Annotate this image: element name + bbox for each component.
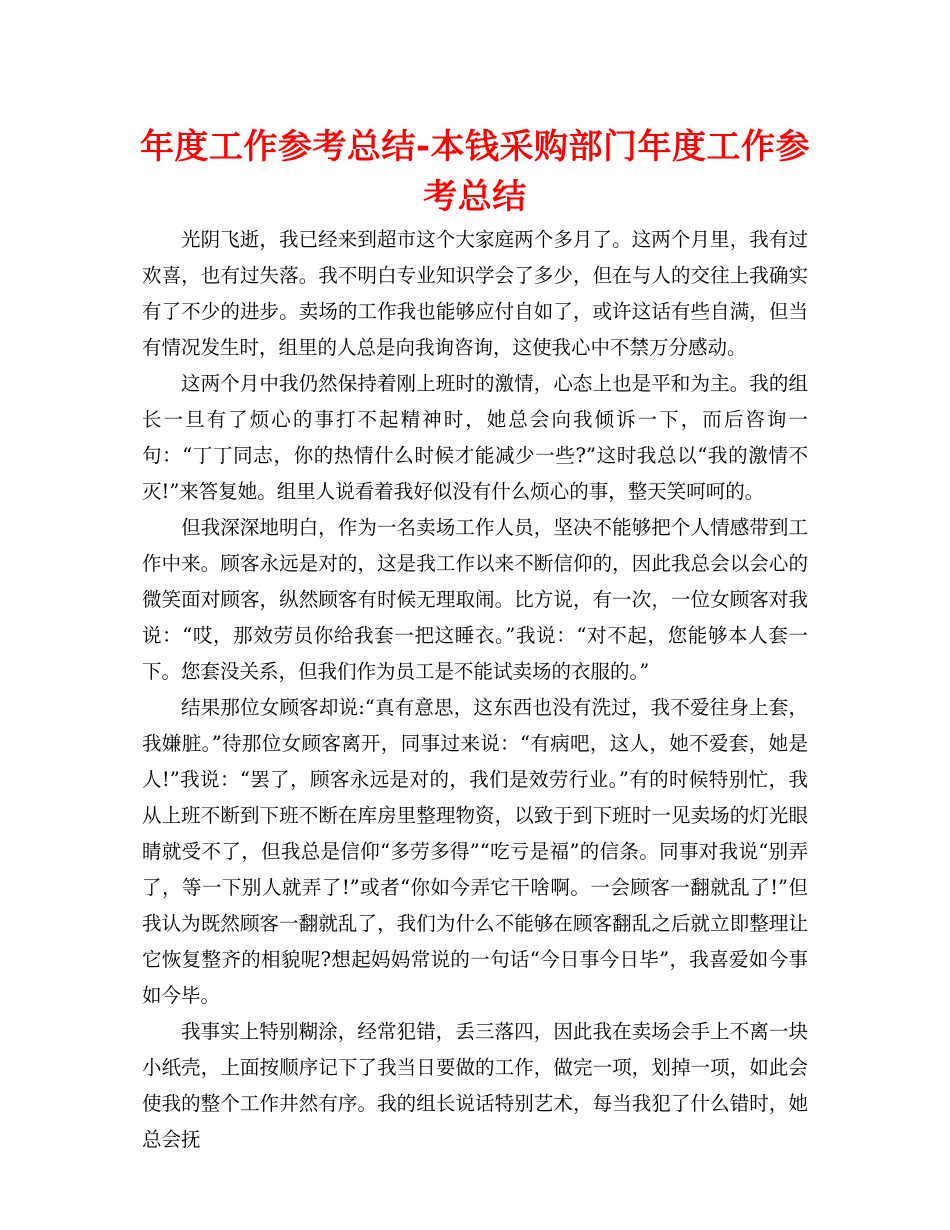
body-paragraph: 但我深深地明白，作为一名卖场工作人员，坚决不能够把个人情感带到工作中来。顾客永远是对的，这是我工作以来不断信仰的，因此我总会以会心的微笑面对顾客，纵然顾客有时候无理取闹。比方说，有一次，一位女顾客对我说：“哎，那效劳员你给我套一把这睡衣。”我说：“对不起，您能够本人套一下。您套没关系，但我们作为员工是不能试卖场的衣服的。” (142, 516, 808, 683)
body-paragraph: 光阴飞逝，我已经来到超市这个大家庭两个多月了。这两个月里，我有过欢喜，也有过失落。我不明白专业知识学会了多少，但在与人的交往上我确实有了不少的进步。卖场的工作我也能够应付自如了，或许这话有些自满，但当有情况发生时，组里的人总是向我询咨询，这使我心中不禁万分感动。 (142, 228, 808, 359)
body-paragraph: 我事实上特别糊涂，经常犯错，丢三落四，因此我在卖场会手上不离一块小纸壳，上面按顺序记下了我当日要做的工作，做完一项，划掉一项，如此会使我的整个工作井然有序。我的组长说话特别艺术，每当我犯了什么错时，她总会抚 (142, 1020, 808, 1151)
document-body (142, 222, 808, 1158)
body-paragraph: 这两个月中我仍然保持着刚上班时的激情，心态上也是平和为主。我的组长一旦有了烦心的事打不起精神时，她总会向我倾诉一下，而后咨询一句：“丁丁同志，你的热情什么时候才能减少一些?”这时我总以“我的激情不灭!”来答复她。组里人说看着我好似没有什么烦心的事，整天笑呵呵的。 (142, 372, 808, 503)
body-paragraph: 结果那位女顾客却说:“真有意思，这东西也没有洗过，我不爱往身上套，我嫌脏。”待那位女顾客离开，同事过来说：“有病吧，这人，她不爱套，她是人!”我说：“罢了，顾客永远是对的，我们是效劳行业。”有的时候特别忙，我从上班不断到下班不断在库房里整理物资，以致于到下班时一见卖场的灯光眼睛就受不了，但我总是信仰“多劳多得”“吃亏是福”的信条。同事对我说“别弄了，等一下别人就弄了!”或者“你如今弄它干啥啊。一会顾客一翻就乱了!”但我认为既然顾客一翻就乱了，我们为什么不能够在顾客翻乱之后就立即整理让它恢复整齐的相貌呢?想起妈妈常说的一句话“今日事今日毕”，我喜爱如今事如今毕。 (142, 696, 808, 1007)
document-title: 年度工作参考总结-本钱采购部门年度工作参考总结 (139, 127, 811, 217)
